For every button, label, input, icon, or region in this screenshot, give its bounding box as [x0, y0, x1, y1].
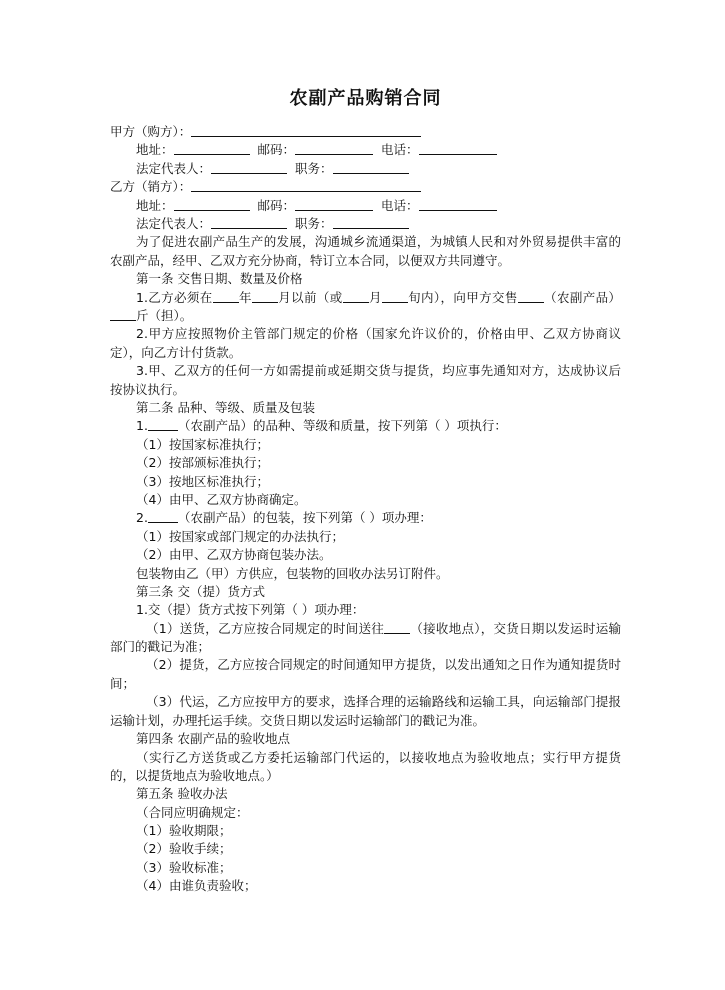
party-b-address-blank[interactable] — [174, 198, 250, 211]
document-title: 农副产品购销合同 — [289, 88, 442, 109]
party-b-position-blank[interactable] — [333, 216, 409, 229]
list-item: （4）由谁负责验收； — [136, 878, 257, 894]
party-b-address-label: 地址： — [136, 197, 174, 213]
article-4-heading: 第四条 农副产品的验收地点 — [136, 731, 290, 747]
article-2-heading: 第二条 品种、等级、质量及包装 — [136, 399, 315, 415]
list-item: （4）由甲、乙双方协商确定。 — [136, 491, 307, 507]
party-a-line — [110, 123, 621, 141]
party-b-name-blank[interactable] — [191, 179, 421, 192]
product-blank[interactable] — [148, 418, 178, 431]
packaging-note: 包装物由乙（甲）方供应，包装物的回收办法另订附件。 — [136, 565, 449, 581]
party-a-address-line — [110, 141, 621, 159]
clause-text: （农副产品）的包装，按下列第（ ）项办理： — [177, 510, 432, 526]
party-b-legal-rep-label: 法定代表人： — [136, 215, 212, 231]
party-b-postcode-blank[interactable] — [295, 198, 373, 211]
article-1-clause-1 — [110, 289, 621, 326]
article-2-clause-1 — [110, 417, 621, 435]
clause-number: 2. — [136, 510, 148, 526]
party-b-legal-rep-blank[interactable] — [211, 216, 287, 229]
party-a-phone-label: 电话： — [381, 142, 419, 158]
party-a-position-label: 职务： — [295, 160, 333, 176]
party-a-postcode-blank[interactable] — [295, 142, 373, 155]
list-item: （2）由甲、乙双方协商包装办法。 — [136, 547, 332, 563]
article-3-item-3: （3）代运，乙方应按甲方的要求，选择合理的运输路线和运输工具，向运输部门提报运输计划，办理托运手续。交货日期以发运时运输部门的戳记为准。 — [110, 694, 621, 728]
product-blank[interactable] — [518, 290, 544, 303]
party-a-rep-line — [110, 160, 621, 178]
party-b-position-label: 职务： — [295, 215, 333, 231]
party-b-postcode-label: 邮码： — [257, 197, 296, 213]
article-2-clause-2 — [110, 509, 621, 527]
clause-text: （农副产品）的品种、等级和质量，按下列第（ ）项执行： — [177, 418, 507, 434]
receiving-place-blank[interactable] — [384, 621, 410, 634]
party-a-position-blank[interactable] — [333, 161, 409, 174]
clause-text: 年 — [238, 289, 252, 305]
article-3-clause-1: 1.交（提）货方式按下列第（ ）项办理： — [136, 602, 365, 618]
clause-text: 斤（担）。 — [136, 307, 193, 323]
year-blank[interactable] — [213, 290, 239, 303]
list-item: （2）验收手续； — [136, 841, 232, 857]
party-a-name-blank[interactable] — [191, 124, 421, 137]
party-a-legal-rep-blank[interactable] — [211, 161, 287, 174]
list-item: （1）验收期限； — [136, 823, 232, 839]
article-1-heading: 第一条 交售日期、数量及价格 — [136, 271, 303, 287]
party-b-phone-label: 电话： — [381, 197, 419, 213]
month-blank-2[interactable] — [343, 290, 369, 303]
party-b-label: 乙方（销方）： — [110, 179, 192, 195]
article-3-item-1 — [110, 620, 621, 657]
clause-text: 月以前（或 — [277, 289, 343, 305]
clause-number: 1. — [136, 418, 148, 434]
article-5-heading: 第五条 验收办法 — [136, 786, 228, 802]
clause-text: 旬内），向甲方交售 — [407, 289, 518, 305]
product-blank[interactable] — [148, 510, 178, 523]
party-a-address-blank[interactable] — [174, 142, 250, 155]
party-b-phone-blank[interactable] — [419, 198, 497, 211]
article-1-clause-3: 3.甲、乙双方的任何一方如需提前或延期交货与提货，均应事先通知对方，达成协议后按协议执行。 — [110, 363, 621, 397]
party-b-line — [110, 178, 621, 196]
clause-text: （1）送货，乙方应按合同规定的时间送往 — [146, 620, 385, 636]
party-a-legal-rep-label: 法定代表人： — [136, 160, 212, 176]
article-5-intro: （合同应明确规定： — [136, 804, 249, 820]
clause-text: （接收地点），交货日期以发运时运输部门的戳记为准； — [110, 620, 621, 655]
quantity-blank[interactable] — [110, 308, 136, 321]
list-item: （1）按国家或部门规定的办法执行； — [136, 528, 344, 544]
list-item: （3）按地区标准执行； — [136, 473, 269, 489]
article-3-heading: 第三条 交（提）货方式 — [136, 583, 265, 599]
clause-text: 1.乙方必须在 — [136, 289, 213, 305]
party-a-address-label: 地址： — [136, 142, 174, 158]
month-blank[interactable] — [252, 290, 278, 303]
list-item: （1）按国家标准执行； — [136, 436, 269, 452]
party-a-postcode-label: 邮码： — [257, 142, 296, 158]
intro-paragraph: 为了促进农副产品生产的发展，沟通城乡流通渠道，为城镇人民和对外贸易提供丰富的农副产品，经甲、乙双方充分协商，特订立本合同，以便双方共同遵守。 — [110, 234, 621, 268]
party-b-rep-line — [110, 215, 621, 233]
party-a-phone-blank[interactable] — [419, 142, 497, 155]
clause-text: （农副产品） — [543, 289, 621, 305]
article-1-clause-2: 2.甲方应按照物价主管部门规定的价格（国家允许议价的，价格由甲、乙双方协商议定），向乙方计付货款。 — [110, 326, 621, 360]
party-b-address-line — [110, 197, 621, 215]
list-item: （3）验收标准； — [136, 859, 232, 875]
article-4-text: （实行乙方送货或乙方委托运输部门代运的，以接收地点为验收地点；实行甲方提货的，以提货地点为验收地点。） — [110, 749, 621, 783]
party-a-label: 甲方（购方）： — [110, 124, 192, 139]
clause-text: 月 — [368, 289, 382, 305]
period-blank[interactable] — [382, 290, 408, 303]
article-3-item-2: （2）提货，乙方应按合同规定的时间通知甲方提货，以发出通知之日作为通知提货时间； — [110, 657, 621, 691]
list-item: （2）按部颁标准执行； — [136, 455, 269, 471]
